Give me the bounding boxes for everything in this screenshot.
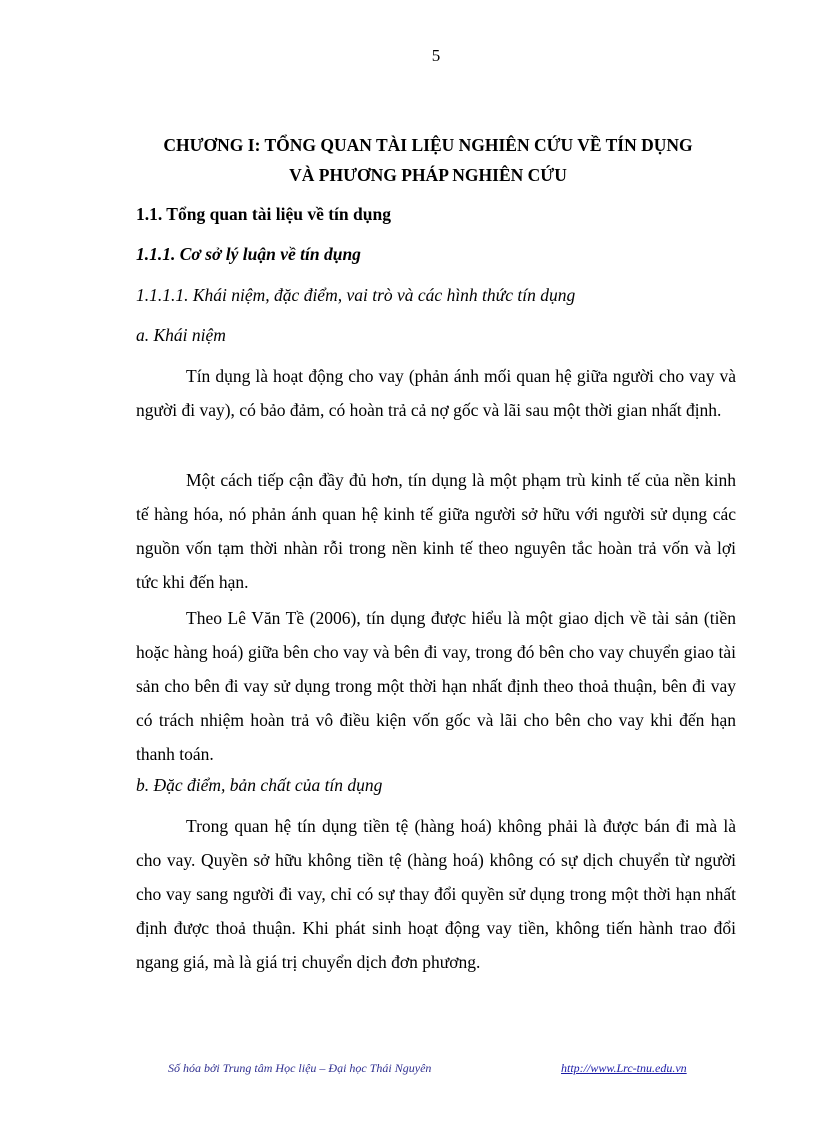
footer-link[interactable]: http://www.Lrc-tnu.edu.vn — [561, 1061, 687, 1075]
page-number: 5 — [431, 46, 441, 65]
subheading-a: a. Khái niệm — [136, 325, 226, 345]
paragraph-4: Trong quan hệ tín dụng tiền tệ (hàng hoá) không phải là được bán đi mà là cho vay. Quyền sở hữu không tiền tệ (hàng hoá) không có sự dịch chuyển từ người cho vay sang người đi vay, chỉ có sự thay đổi quyền sử dụng trong một thời hạn nhất định được thoả thuận. Khi phát sinh hoạt động vay tiền, không tiến hành trao đổi ngang giá, mà là giá trị chuyển dịch đơn phương. — [136, 816, 736, 972]
paragraph-3: Theo Lê Văn Tề (2006), tín dụng được hiểu là một giao dịch về tài sản (tiền hoặc hàng hoá) giữa bên cho vay và bên đi vay, trong đó bên cho vay chuyển giao tài sản cho bên đi vay sử dụng trong một thời hạn nhất định theo thoả thuận, bên đi vay có trách nhiệm hoàn trả vô điều kiện vốn gốc và lãi cho bên cho vay khi đến hạn thanh toán. — [136, 608, 736, 764]
subheading-b: b. Đặc điểm, bản chất của tín dụng — [136, 775, 383, 795]
section-heading-1-1-1-1: 1.1.1.1. Khái niệm, đặc điểm, vai trò và các hình thức tín dụng — [136, 285, 576, 305]
footer-digitized-by: Số hóa bởi Trung tâm Học liệu – Đại học Thái Nguyên — [168, 1061, 432, 1075]
paragraph-1: Tín dụng là hoạt động cho vay (phản ánh mối quan hệ giữa người cho vay và người đi vay), có bảo đảm, có hoàn trả cả nợ gốc và lãi sau một thời gian nhất định. — [136, 366, 736, 420]
section-heading-1-1-1: 1.1.1. Cơ sở lý luận về tín dụng — [136, 244, 361, 264]
paragraph-2: Một cách tiếp cận đầy đủ hơn, tín dụng là một phạm trù kinh tế của nền kinh tế hàng hóa, nó phản ánh quan hệ kinh tế giữa người sở hữu với người sử dụng các nguồn vốn tạm thời nhàn rỗi trong nền kinh tế theo nguyên tắc hoàn trả vốn và lợi tức khi đến hạn. — [136, 470, 736, 592]
section-heading-1-1: 1.1. Tổng quan tài liệu về tín dụng — [136, 204, 391, 224]
chapter-title — [120, 130, 736, 190]
chapter-title-line-2: VÀ PHƯƠNG PHÁP NGHIÊN CỨU — [289, 165, 567, 185]
chapter-title-line-1: CHƯƠNG I: TỔNG QUAN TÀI LIỆU NGHIÊN CỨU VỀ TÍN DỤNG — [163, 135, 693, 155]
